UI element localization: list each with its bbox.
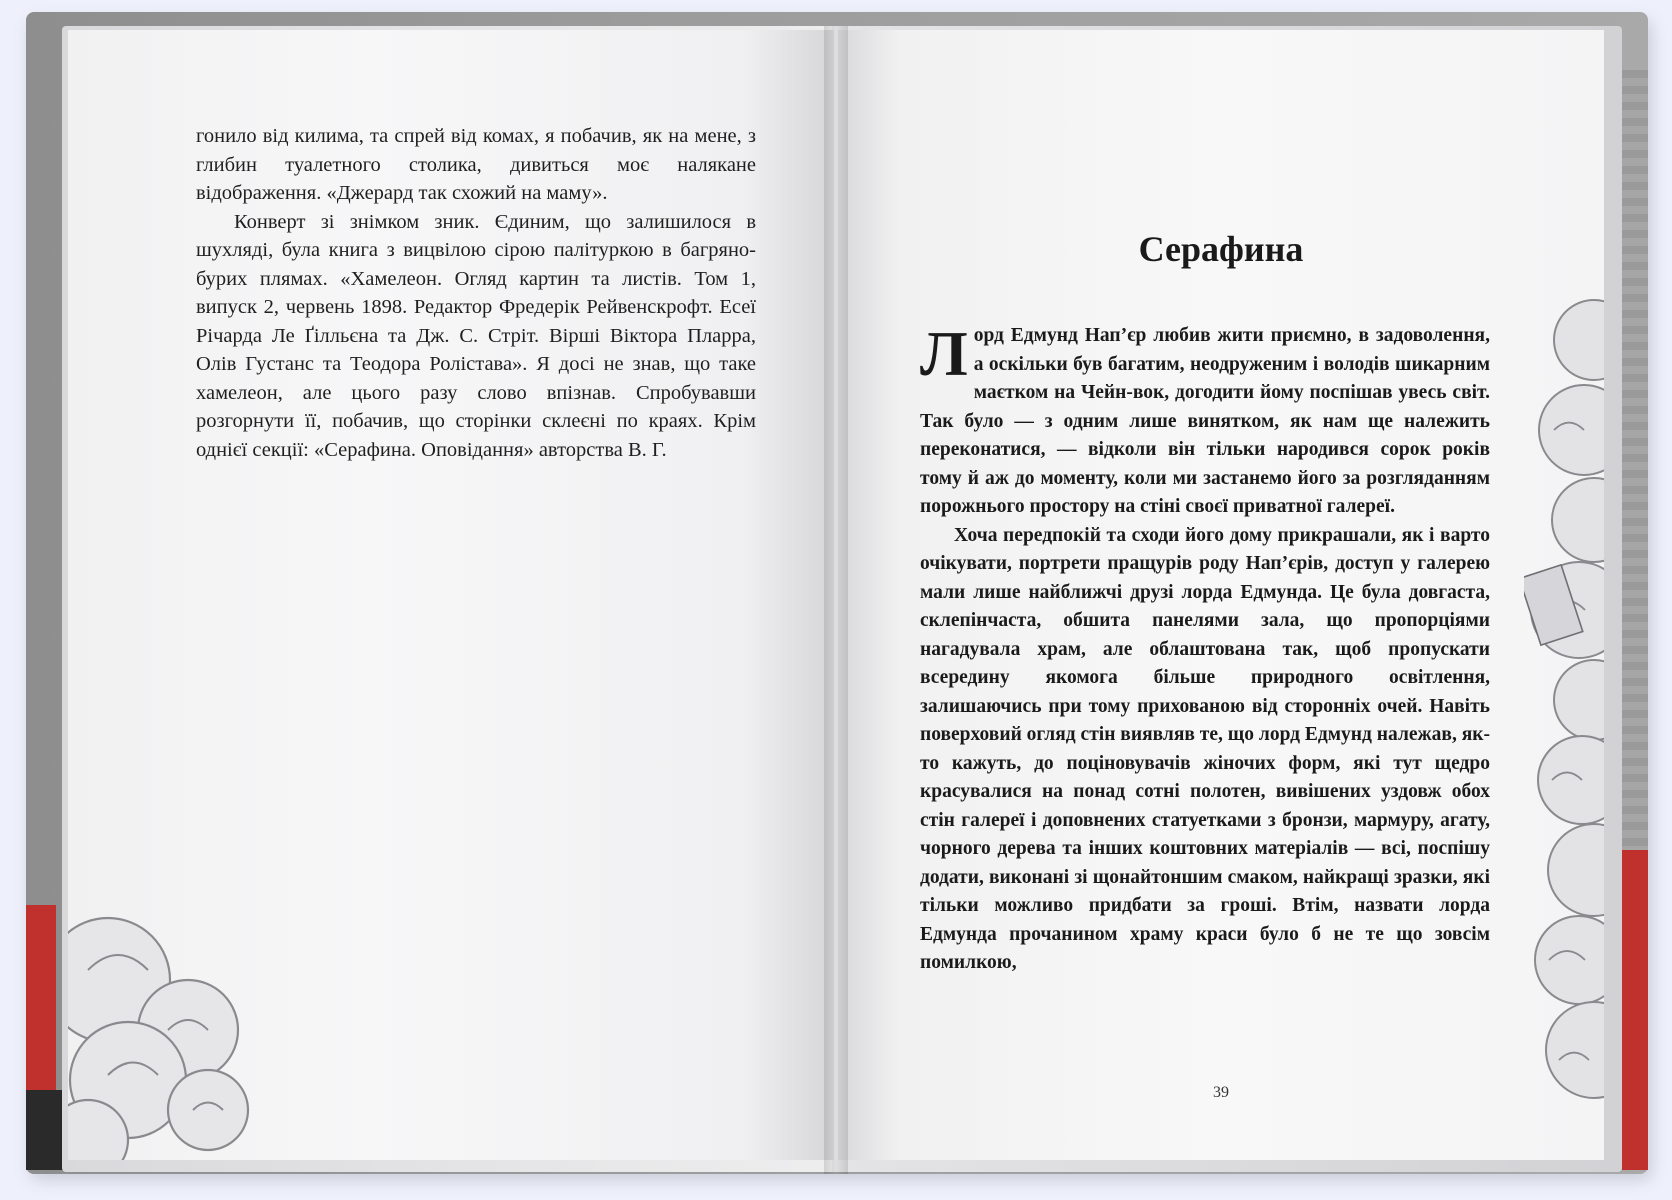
right-paragraph-2: Хоча передпокій та сходи його дому прикрашали, як і варто очікувати, портрети пращурів роду Нап’єрів, доступ у галерею мали лише найближчі друзі лорда Едмунда. Це була довгаста, склепінчаста, обшита панелями зала, що пропорціями нагадувала храм, але облаштована так, щоб пропускати всередину якомога більше природного освітлення, залишаючись при тому прихованою від сторонніх очей. Навіть поверховий огляд стін виявляв те, що лорд Едмунд належав, як-то кажуть, до поціновувачів жіночих форм, які тут щедро красувалися на понад сотні полотен, вивішених уздовж обох стін галереї і доповнених статуетками з бронзи, мармуру, агату, чорного дерева та інших коштовних матеріалів — всі, поспішу додати, виконані зі щонайтоншим смаком, найкращі зразки, які тільки можливо придбати за гроші. Втім, назвати лорда Едмунда прочанином храму краси було б не те що зовсім помилкою, [920, 524, 1490, 973]
left-paragraph-2: Конверт зі знімком зник. Єдиним, що залишилося в шухляді, була книга з вицвілою сірою палітуркою в багряно-бурих плямах. «Хамелеон. Огляд картин та листів. Том 1, випуск 2, червень 1898. Редактор Фредерік Рейвенскрофт. Есеї Річарда Ле Ґілльєна та Дж. С. Стріт. Вірші Віктора Пларра, Олів Густанс та Теодора Ролістава». Я досі не знав, що таке хамелеон, але цього разу слово впізнав. Спробувавши розгорнути її, побачив, що сторінки склеєні по краях. Крім однієї секції: «Серафина. Оповідання» авторства В. Г. [196, 210, 756, 461]
cloud-ornament-left-icon [68, 910, 268, 1160]
cloud-ornament-right-icon [1524, 280, 1604, 1140]
page-number: 39 [1213, 1084, 1229, 1101]
drop-cap: Л [920, 318, 968, 389]
right-page-text [920, 318, 1490, 978]
left-paragraph-1: гонило від килима, та спрей від комах, я побачив, як на мене, з глибин туалетного столика, дивиться моє налякане відображення. «Джерард так схожий на маму». [196, 125, 756, 204]
right-paragraph-1 [920, 318, 1490, 522]
cover-edge-right [1620, 70, 1648, 850]
chapter-title: Серафина [1138, 229, 1304, 269]
right-paragraph-1-text: орд Едмунд Нап’єр любив жити приємно, в задоволення, а оскільки був багатим, неодруженим і володів шикарним маєтком на Чейн-вок, догодити йому поспішав увесь світ. Так було — з одним лише винятком, як нам ще належить переконатися, — відколи він тільки народився сорок років тому й аж до моменту, коли ми застанемо його за розгляданням порожнього простору на стіні своєї приватної галереї. [920, 325, 1490, 517]
left-page[interactable] [68, 30, 834, 1160]
book-gutter [824, 26, 848, 1174]
right-page[interactable] [838, 30, 1604, 1160]
left-page-text [196, 122, 756, 464]
cover-red-stripe-right [1622, 850, 1648, 1170]
